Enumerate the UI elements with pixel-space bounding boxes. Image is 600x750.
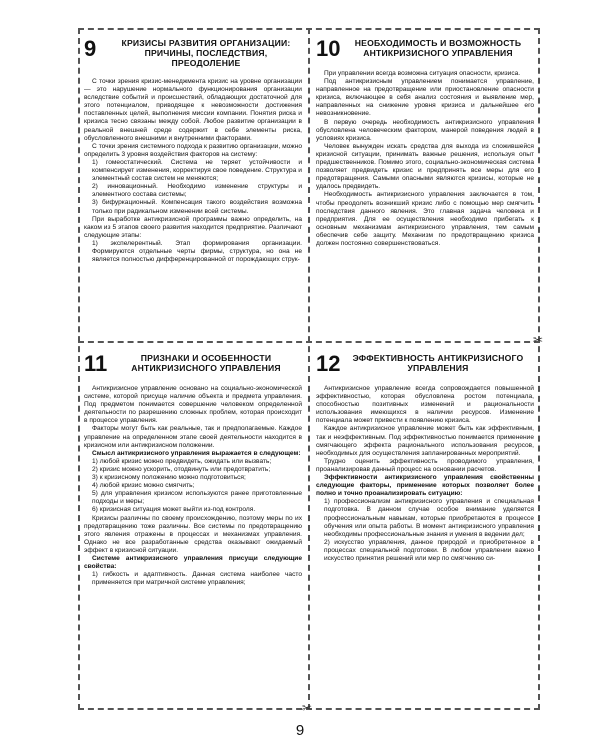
card-9 xyxy=(78,28,308,341)
card-11-list-item: 5) для управления кризисом используются ранее приготовленные подходы и меры; xyxy=(92,490,302,506)
cards-sheet xyxy=(78,28,544,715)
card-11-body xyxy=(84,385,302,587)
scissors-icon: ✂ xyxy=(302,701,313,715)
card-9-number: 9 xyxy=(84,36,97,61)
card-10-paragraph: При управлении всегда возможна ситуация опасности, кризиса. xyxy=(324,70,521,77)
card-10-title: НЕОБХОДИМОСТЬ И ВОЗМОЖНОСТЬ АНТИКРИЗИСНОГО УПРАВЛЕНИЯ xyxy=(354,38,522,58)
card-12 xyxy=(310,343,540,710)
card-11-paragraph: Смысл антикризисного управления выражается в следующем: xyxy=(92,449,301,457)
card-11-list-item: 3) к кризисному положению можно подготовиться; xyxy=(92,474,246,482)
card-11-list-item: 6) кризисная ситуация может выйти из-под контроля. xyxy=(92,506,256,514)
card-10-header xyxy=(316,38,534,60)
card-10-paragraph: Человек вынужден искать средства для выхода из сложившейся кризисной ситуации, принимать важные решения, используя опыт предшественников. Помимо этого, социально-экономическая система позволяет предвидеть кризис и предпринять все меры для его предотвращения. Самыми опасными являются кризисы, которые не удалось предвидеть. xyxy=(316,142,534,191)
card-10-paragraph: Необходимость антикризисного управления заключается в том, чтобы преодолеть возникший кризис либо с помощью мер смягчить последствия данного явления. Это главная задача человека и предприятия. Для ее осуществления необходимо прибегать к основным механизмам антикризисного управления, тем самым обеспечив себе защиту. Механизм по предотвращению кризиса должен постоянно совершенствоваться. xyxy=(316,191,534,247)
card-12-list-item: 2) искусство управления, данное природой и приобретенное в процессах специальной подготовки. В любом управлении важно искусство принятия решений или мер по смягчению си- xyxy=(324,538,534,562)
card-12-paragraph: Антикризисное управление всегда сопровождается повышенной эффективностью, которая обусловлена ростом потенциала, способностью позитивных изменений и рациональности использования имеющихся в наличии ресурсов. Изменение потенциала может привести к появлению кризиса. xyxy=(316,385,534,425)
card-11-paragraph: Кризисы различны по своему происхождению, поэтому меры по их предотвращению тоже различны. Все системы по предотвращению этого явления отражены в процессах и механизмах управления. Однако не все разработанные средства оказывают ожидаемый эффект в кризисной ситуации. xyxy=(84,514,302,554)
card-11-title: ПРИЗНАКИ И ОСОБЕННОСТИ АНТИКРИЗИСНОГО УПРАВЛЕНИЯ xyxy=(131,353,281,373)
card-12-title: ЭФФЕКТИВНОСТЬ АНТИКРИЗИСНОГО УПРАВЛЕНИЯ xyxy=(352,353,524,373)
card-11-number: 11 xyxy=(84,351,108,376)
card-9-paragraph: При выработке антикризисной программы важно определить, на каком из 5 этапов своего развития находится предприятие. Различают следующие этапы: xyxy=(84,215,302,239)
page-number: 9 xyxy=(295,722,305,739)
card-10-paragraph: Под антикризисным управлением понимается управление, направленное на предотвращение или приостановление опасности кризиса, включающее в себя анализ состояния и выявление мер, направленных на снижение уровня кризиса и дальнейшее его невозникновение. xyxy=(316,78,534,118)
card-12-paragraph: Трудно оценить эффективность проводимого управления, проанализировав данный процесс на основании расчетов. xyxy=(316,457,534,473)
card-12-paragraph: Эффективности антикризисного управления свойственны следующие факторы, применение которых позволяет более полно и точно проанализировать ситуацию: xyxy=(316,474,534,498)
card-9-list-item: 2) инновационный. Необходимо изменение структуры и элементного состава системы; xyxy=(92,183,302,199)
card-11-paragraph: Системе антикризисного управления присущи следующие свойства: xyxy=(84,554,302,571)
card-11-list-item: 1) гибкость и адаптивность. Данная система наиболее часто применяется при матричной системе управления; xyxy=(92,571,302,587)
card-12-paragraph: Каждое антикризисное управление может быть как эффективным, так и неэффективным. Под эффективностью понимается применение смягчающего эффекта рационального использования ресурсов, необходимых для осуществления запланированных мероприятий. xyxy=(316,425,534,457)
card-12-number: 12 xyxy=(316,351,341,376)
card-12-header xyxy=(316,353,534,375)
card-12-body xyxy=(316,385,534,563)
card-9-paragraph: С точки зрения системного подхода к развитию организации, можно определить 3 уровня воздействия факторов на систему: xyxy=(84,142,302,158)
card-11-list-item: 2) кризис можно ускорить, отодвинуть или предотвратить; xyxy=(92,465,271,473)
card-9-paragraph: С точки зрения кризис-менеджмента кризис на уровне организации — это нарушение нормального функционирования организации вследствие событий и происшествий, обладающих достаточной для этого потенциалом, приводящее к невозможности достижения поставленных целей, выполнения миссии компании. Понятия риска и кризиса тесно связаны между собой. Любое развитие организации в реальной внешней среде содержит в себе элементы риска, обусловленного внешними и внутренними факторами. xyxy=(84,78,302,142)
card-9-title: КРИЗИСЫ РАЗВИТИЯ ОРГАНИЗАЦИИ: ПРИЧИНЫ, ПОСЛЕДСТВИЯ, ПРЕОДОЛЕНИЕ xyxy=(121,38,291,68)
card-11-paragraph: Факторы могут быть как реальные, так и предполагаемые. Каждое управление на определенном этапе своей деятельности находится в кризисном или антикризисном положении. xyxy=(84,425,302,449)
scissors-icon: ✂ xyxy=(533,333,544,347)
card-10 xyxy=(310,28,540,341)
card-9-list-item: 3) бифуркационный. Компенсация такого воздействия возможна только при радикальном изменении всей системы. xyxy=(92,199,302,215)
card-11-paragraph: Антикризисное управление основано на социально-экономической системе, которой присуще наличие объекта и предмета управления. Под предметом понимается совершение человеком определенной деятельности по разрешению сложных проблем, которая происходит в процессе управления. xyxy=(84,385,302,425)
card-9-header xyxy=(84,38,302,68)
card-9-list-item: 1) гомеостатический. Система не теряет устойчивости и компенсирует изменения, корректируя свое поведение. Структура и элементный состав систем не меняются; xyxy=(92,158,302,183)
card-11-header xyxy=(84,353,302,375)
card-9-body xyxy=(84,78,302,264)
card-11-list-item: 4) любой кризис можно смягчить; xyxy=(92,482,195,490)
card-12-list-item: 1) профессионализм антикризисного управления и специальная подготовка. В данном случае особое внимание уделяется профессиональным навыкам, которые приобретаются в процессе обучения или опыта работы. В момент антикризисного управления необходимы профессиональные знания и умения в ведении дел; xyxy=(324,498,534,538)
card-11-list-item: 1) любой кризис можно предвидеть, ожидать или вызвать; xyxy=(92,457,272,465)
card-9-list-item: 1) экспелерентный. Этап формирования организации. Формируются отдельные черты фирмы, структура, но она не является полностью дифференцированной от порождающих струк- xyxy=(92,239,302,264)
card-11 xyxy=(78,343,308,710)
card-10-paragraph: В первую очередь необходимость антикризисного управления обусловлена человеческим фактором, манерой поведения людей в условиях кризиса. xyxy=(316,118,534,142)
card-10-body xyxy=(316,70,534,248)
card-10-number: 10 xyxy=(316,36,341,61)
